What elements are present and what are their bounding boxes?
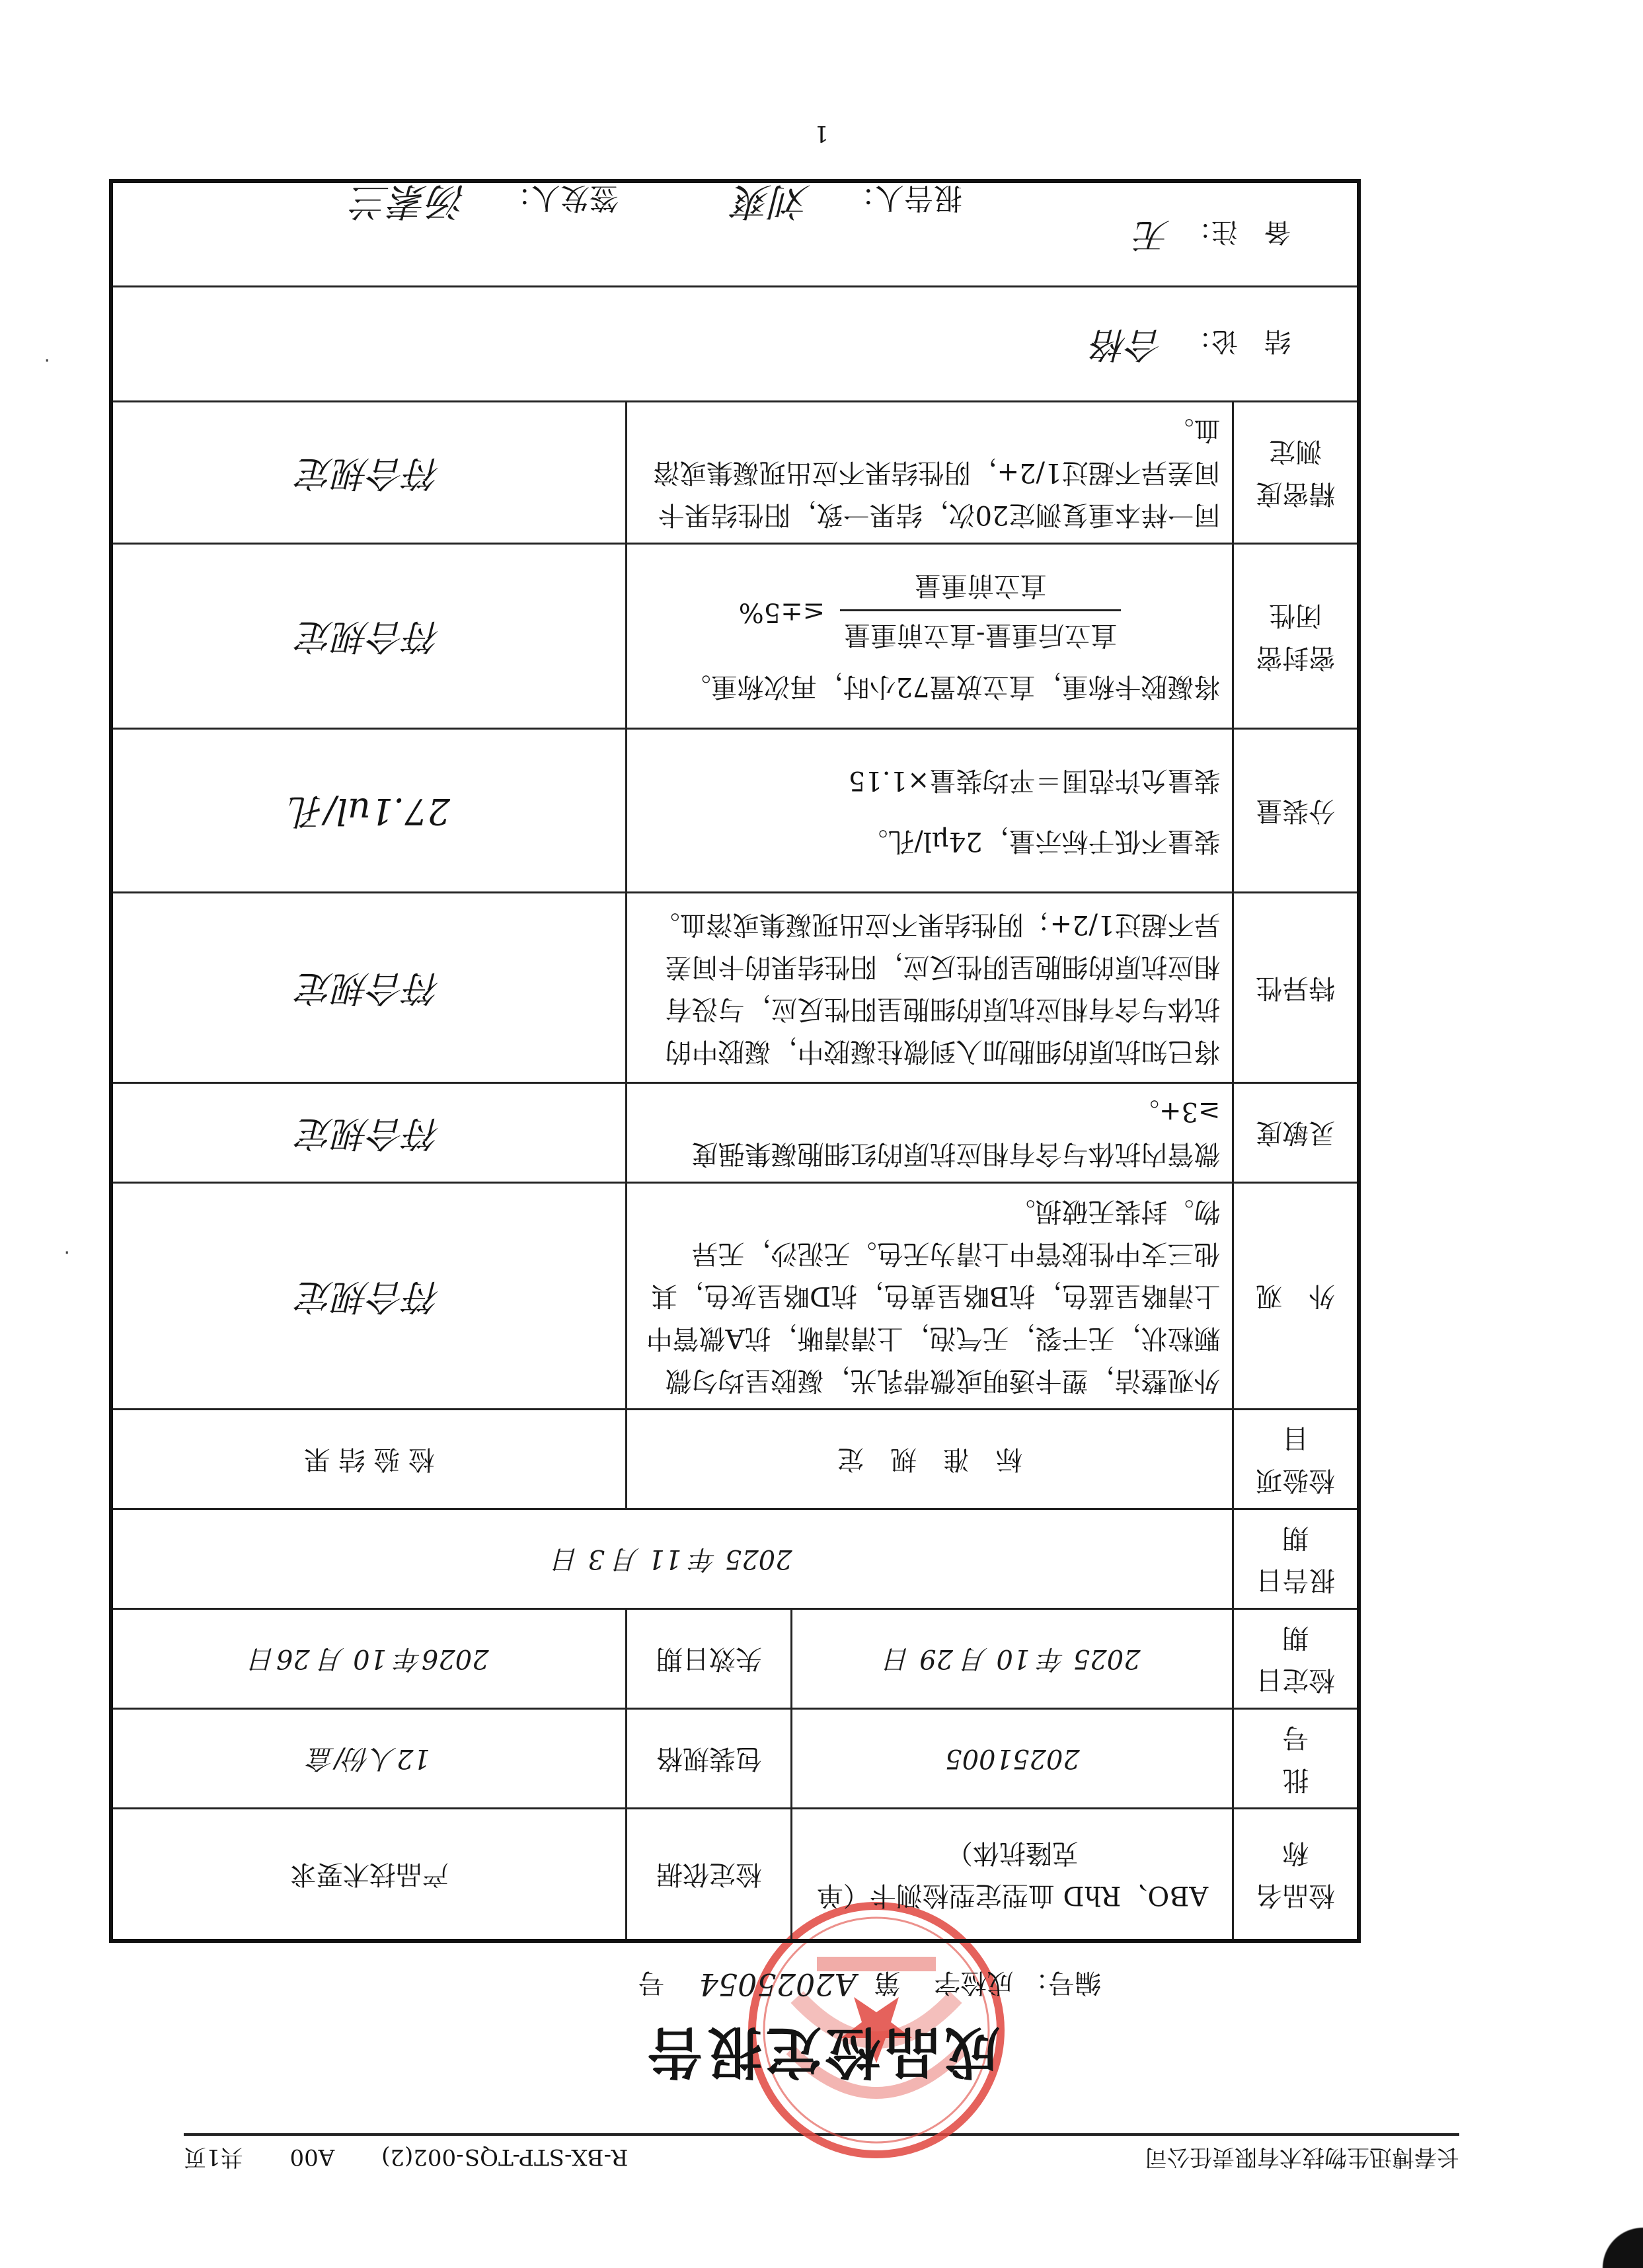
form-code: R-BX-STP-TQS-002(2): [381, 2144, 629, 2170]
pack-label: 包装规格: [627, 1709, 792, 1809]
doc-number-suffix: 号: [638, 1967, 665, 1998]
item-standard-line: 装量允许范围＝平均装量×1.15: [848, 765, 1221, 796]
col-item: 检验项目: [1233, 1410, 1359, 1509]
conclusion-value: 合格: [1092, 324, 1164, 366]
doc-number-type: 成检字: [934, 1967, 1014, 1998]
pack-value: 12人份/盒: [111, 1709, 627, 1809]
row-report-date: [111, 1509, 1359, 1609]
report-title: 成品检定报告: [643, 2020, 1001, 2085]
batch-label: 批 号: [1233, 1709, 1359, 1809]
pages-total: 共1页: [184, 2144, 243, 2170]
fraction-denominator: 直立前重量: [914, 570, 1047, 601]
item-row: [111, 402, 1359, 544]
company-name: 长春博迅生物技术有限责任公司: [1145, 2144, 1459, 2170]
item-row: [111, 729, 1359, 893]
item-row: [111, 893, 1359, 1083]
item-result: 符合规定: [111, 544, 627, 729]
item-result: 符合规定: [111, 402, 627, 544]
item-standard: [627, 544, 1233, 729]
row-batch: [111, 1709, 1359, 1809]
reporter-signature: 刘爽: [733, 179, 810, 224]
doc-number: [638, 1966, 1101, 2004]
report-date-label: 报告日期: [1233, 1509, 1359, 1609]
item-standard: 微管内抗体与含有相应抗原的红细胞凝集强度≥3+。: [627, 1083, 1233, 1183]
row-product: [111, 1809, 1359, 1941]
report-date-value: 2025 年 11 月 3 日: [111, 1509, 1233, 1609]
column-header-row: [111, 1410, 1359, 1509]
item-row: [111, 1183, 1359, 1410]
item-standard: 同一样本重复测定20次，结果一致，阳性结果卡间差异不超过1/2+，阴性结果不应出现凝集或溶血。: [627, 402, 1233, 544]
product-name-label: 检品名称: [1233, 1809, 1359, 1941]
item-name: 精密度测定: [1233, 402, 1359, 544]
page-number: 1: [814, 120, 829, 147]
item-result: 符合规定: [111, 1083, 627, 1183]
fraction: [840, 565, 1122, 657]
item-row: [111, 544, 1359, 729]
item-name: 灵敏度: [1233, 1083, 1359, 1183]
col-standard: 标 准 规 定: [627, 1410, 1233, 1509]
item-result: 符合规定: [111, 1183, 627, 1410]
form-info: [184, 2143, 668, 2175]
reviewer-label: 签发人：: [502, 181, 619, 215]
fraction-relation: ≤±5%: [738, 597, 825, 628]
scan-edge: [1564, 2215, 1643, 2268]
scan-speck: ·: [63, 1240, 70, 1264]
row-dates: [111, 1609, 1359, 1709]
item-standard: [627, 729, 1233, 893]
reviewer-signature: 汤素兰: [351, 179, 467, 224]
item-name: 外 观: [1233, 1183, 1359, 1410]
item-standard: 外观整洁，塑卡透明或微带乳光，凝胶呈均匀微颗粒状，无干裂，无气泡，上清清晰，抗A微管中上清略呈蓝色，抗B略呈黄色，抗D略呈灰色，其他三支中性胶管中上清为无色。无泥沙，无异物。封装无破损。: [627, 1183, 1233, 1410]
basis-label: 检定依据: [627, 1809, 792, 1941]
batch-value: 20251005: [792, 1709, 1233, 1809]
item-name: 特异性: [1233, 893, 1359, 1083]
doc-number-di: 第: [874, 1967, 901, 1998]
remarks-value: 无: [1135, 215, 1170, 255]
reporter-label: 报告人：: [846, 181, 962, 215]
scan-speck: ·: [44, 348, 50, 371]
doc-number-prefix: 编号：: [1022, 1967, 1101, 1998]
item-row: [111, 1083, 1359, 1183]
item-standard-line: 将凝胶卡称重，直立放置72小时，再次称重。: [684, 671, 1221, 702]
item-result: 27.1ul/孔: [111, 729, 627, 893]
version: A00: [289, 2144, 335, 2170]
formula: [639, 565, 1220, 657]
expiry-label: 失效日期: [627, 1609, 792, 1709]
col-result: 检 验 结 果: [111, 1410, 627, 1509]
test-date-value: 2025 年 10 月 29 日: [792, 1609, 1233, 1709]
basis-value: 产品技术要求: [111, 1809, 627, 1941]
report-table: [109, 179, 1361, 1943]
expiry-value: 2026年 10 月 26日: [111, 1609, 627, 1709]
fraction-numerator: 直立后重量-直立前重量: [840, 610, 1122, 657]
conclusion: [111, 287, 1359, 402]
item-name: 密封密闭性: [1233, 544, 1359, 729]
signature-line: [325, 177, 962, 233]
item-standard-line: 装量不低于标示量，24μl/孔。: [861, 826, 1221, 856]
product-name-value: ABO、RhD 血型定型检测卡（单克隆抗体）: [792, 1809, 1233, 1941]
item-standard: 将已知抗原的细胞加入到微柱凝胶中，凝胶中的抗体与含有相应抗原的细胞呈阳性反应，与没有相应抗原的细胞呈阴性反应，阳性结果的卡间差异不超过1/2+；阴性结果不应出现凝集或溶血。: [627, 893, 1233, 1083]
test-date-label: 检定日期: [1233, 1609, 1359, 1709]
item-result: 符合规定: [111, 893, 627, 1083]
remarks-label: 备 注：: [1185, 217, 1291, 248]
conclusion-row: [111, 287, 1359, 402]
doc-number-value: A2025054: [699, 1967, 857, 2002]
conclusion-label: 结 论：: [1185, 326, 1291, 357]
item-name: 分装量: [1233, 729, 1359, 893]
